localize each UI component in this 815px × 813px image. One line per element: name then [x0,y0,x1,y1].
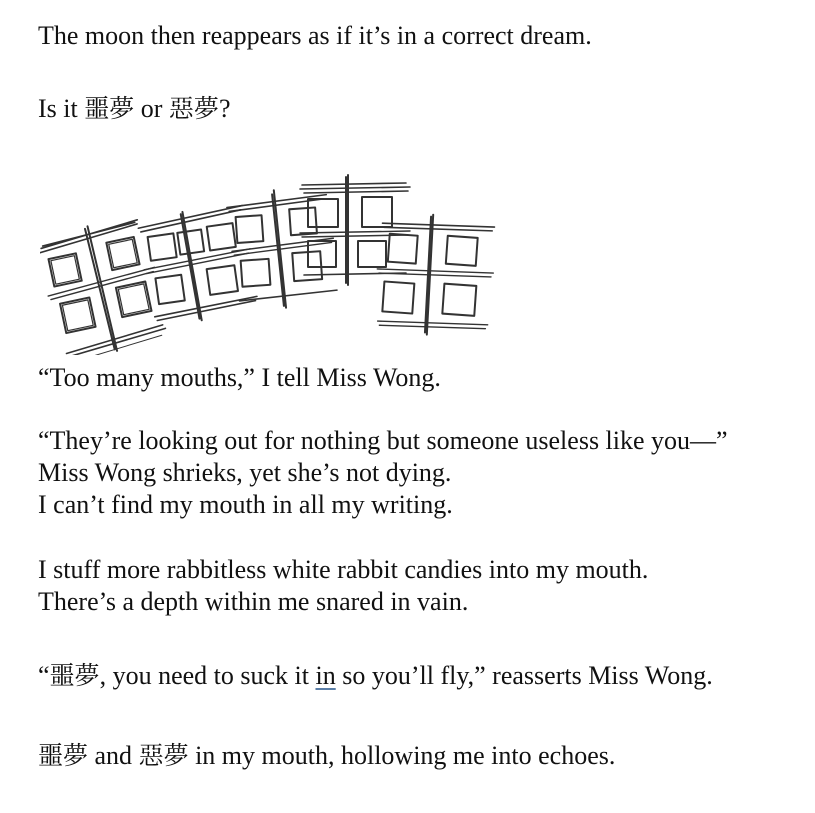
fly-text: so you’ll fly,” reasserts Miss Wong. [335,661,713,690]
cjk-nightmare-4: 噩夢 [38,741,89,770]
in-link[interactable]: in [315,661,336,690]
sketch-glyph-1 [40,214,170,355]
sketch-glyph-3 [226,186,338,311]
question-text-or: or [134,94,169,123]
poem-line-find-mouth: I can’t find my mouth in all my writing. [38,490,453,519]
sketch-glyph-5 [373,211,497,339]
poem-line-echoes [38,740,615,772]
poem-line-shrieks: Miss Wong shrieks, yet she’s not dying. [38,458,452,487]
question-mark: ? [218,94,231,123]
question-text-start: Is it [38,94,85,123]
poem-line-moon: The moon then reappears as if it’s in a correct dream. [38,21,592,50]
poem-line-mouths: “Too many mouths,” I tell Miss Wong. [38,363,441,392]
cjk-nightmare-5: 惡夢 [138,741,189,770]
poem-line-depth: There’s a depth within me snared in vain. [38,587,469,616]
echoes-text: in my mouth, hollowing me into echoes. [188,741,616,770]
and-text: and [88,741,139,770]
poem-line-suck-it-in [38,660,713,692]
cjk-nightmare-2: 惡夢 [168,94,219,123]
poem-line-looking-out: “They’re looking out for nothing but someone useless like you—” [38,426,728,455]
open-quote: “ [38,661,50,690]
cjk-nightmare-3: 噩夢 [49,661,100,690]
suck-text: , you need to suck it [99,661,316,690]
cjk-nightmare-1: 噩夢 [84,94,135,123]
poem-line-candies: I stuff more rabbitless white rabbit candies into my mouth. [38,555,649,584]
sketched-characters-image [40,170,500,355]
poem-line-question [38,93,230,125]
